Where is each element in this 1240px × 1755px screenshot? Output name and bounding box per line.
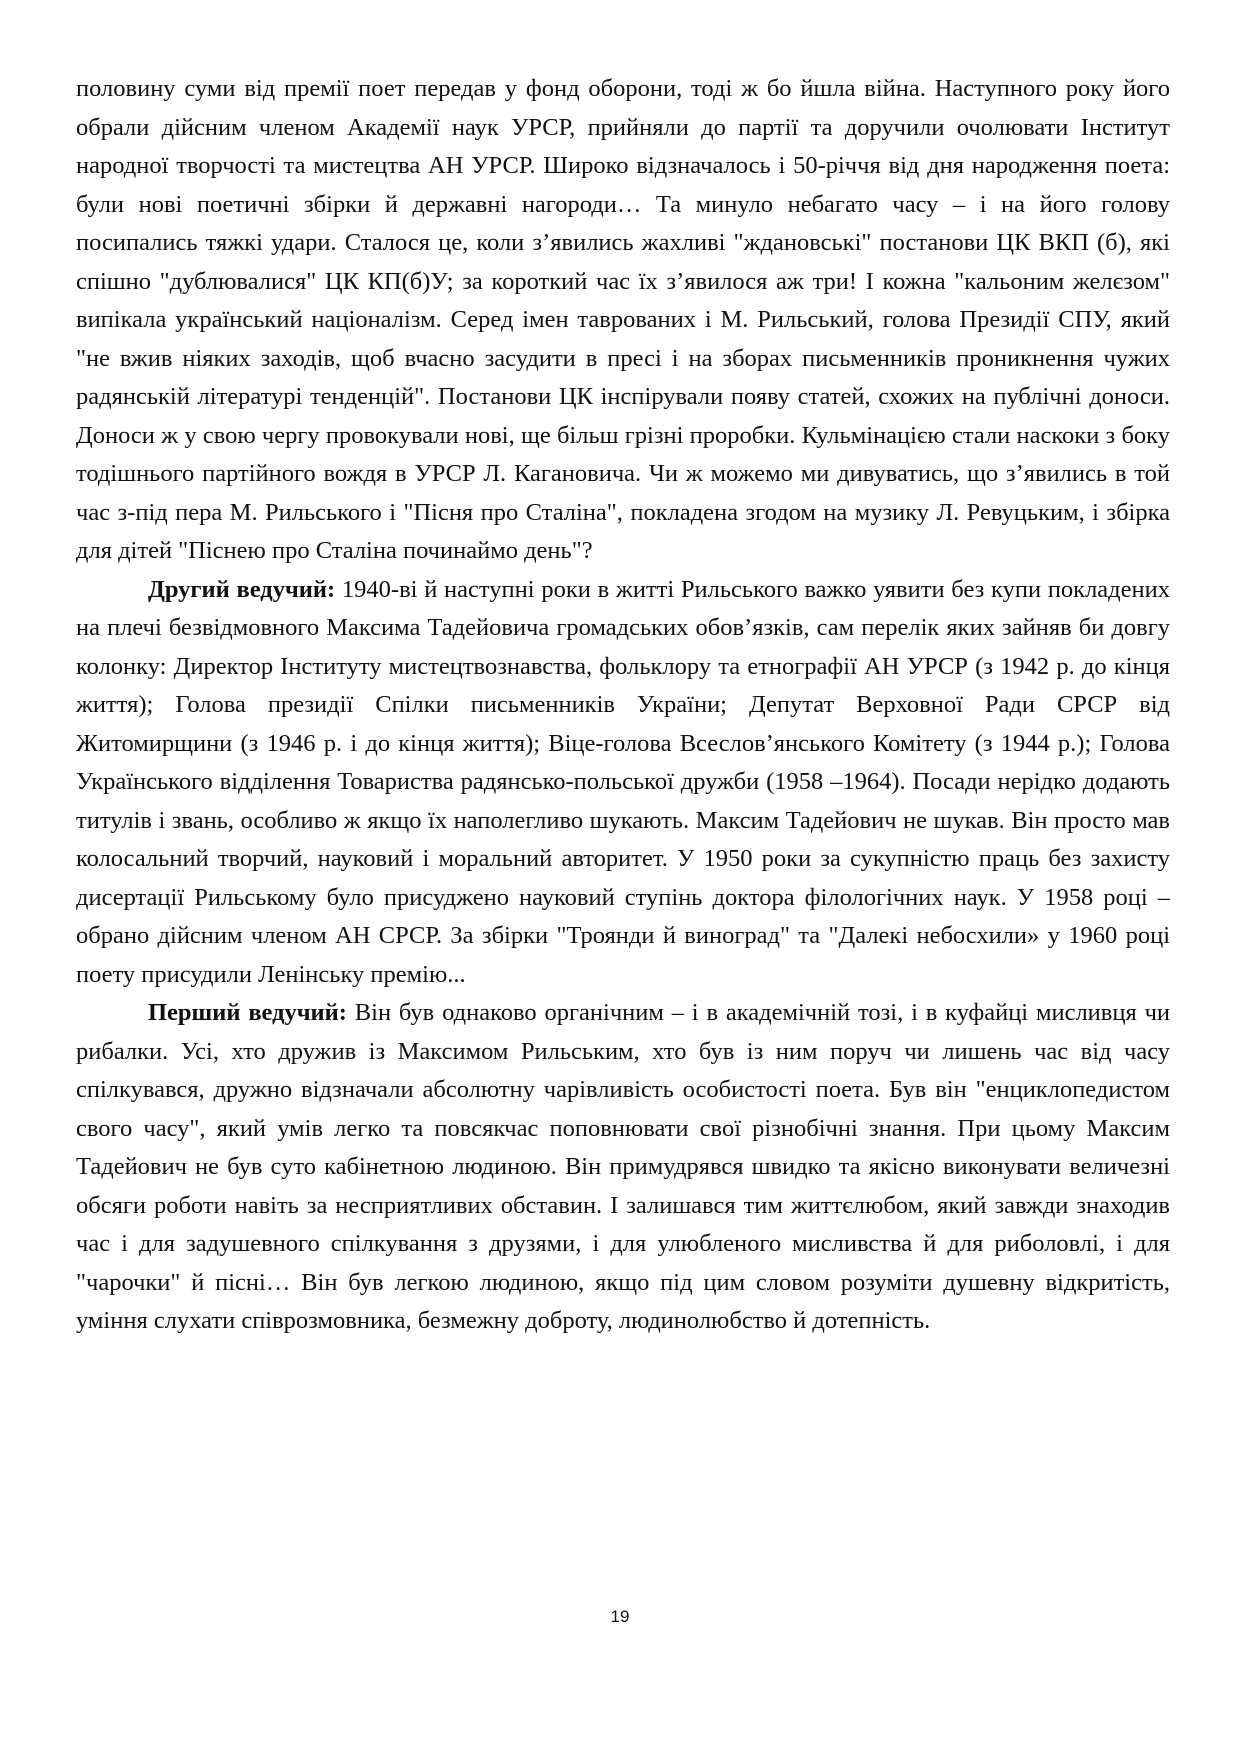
paragraph-second-host [76, 571, 1170, 995]
speaker-label: Другий ведучий: [148, 575, 336, 603]
document-page [76, 70, 1170, 1341]
paragraph-text: половину суми від премії поет передав у фонд оборони, тоді ж бо йшла війна. Наступного року його обрали дійсним членом Академії наук УРСР, прийняли до партії та доручили очолювати Інститут народної творчості та мистецтва АН УРСР. Широко відзначалось і 50-річчя від дня народження поета: були нові поетичні збірки й державні нагороди… Та минуло небагато часу – і на його голову посипались тяжкі удари. Сталося це, коли з’явились жахливі "ждановські" постанови ЦК ВКП (б), які спішно "дублювалися" ЦК КП(б)У; за короткий час їх з’явилося аж три! І кожна "кальоним желєзом" випікала український націоналізм. Серед імен таврованих і М. Рильський, голова Президії СПУ, який "не вжив ніяких заходів, щоб вчасно засудити в пресі і на зборах письменників проникнення чужих радянській літературі тенденцій". Постанови ЦК інспірували появу статей, схожих на публічні доноси. Доноси ж у свою чергу провокували нові, ще більш грізні проробки. Кульмінацією стали наскоки з боку тодішнього партійного вождя в УРСР Л. Кагановича. Чи ж можемо ми дивуватись, що з’явились в той час з-під пера М. Рильського і "Пісня про Сталіна", покладена згодом на музику Л. Ревуцьким, і збірка для дітей "Піснею про Сталіна починаймо день"? [76, 75, 1170, 564]
paragraph-first-host [76, 994, 1170, 1341]
page-number: 19 [610, 1607, 630, 1626]
paragraph-text: 1940-ві й наступні роки в житті Рильського важко уявити без купи покладених на плечі безвідмовного Максима Тадейовича громадських обов’язків, сам перелік яких зайняв би довгу колонку: Директор Інституту мистецтвознавства, фольклору та етнографії АН УРСР (з 1942 р. до кінця життя); Голова президії Спілки письменників України; Депутат Верховної Ради СРСР від Житомирщини (з 1946 р. і до кінця життя); Віце-голова Всеслов’янського Комітету (з 1944 р.); Голова Українського відділення Товариства радянсько-польської дружби (1958 –1964). Посади нерідко додають титулів і звань, особливо ж якщо їх наполегливо шукають. Максим Тадейович не шукав. Він просто мав колосальний творчий, науковий і моральний авторитет. У 1950 роки за сукупністю праць без захисту дисертації Рильському було присуджено науковий ступінь доктора філологічних наук. У 1958 році – обрано дійсним членом АН СРСР. За збірки "Троянди й виноград" та "Далекі небосхили» у 1960 році поету присудили Ленінську премію... [76, 575, 1170, 988]
paragraph-continuation [76, 70, 1170, 571]
paragraph-text: Він був однаково органічним – і в академічній тозі, і в куфайці мисливця чи рибалки. Усі, хто дружив із Максимом Рильським, хто був із ним поруч чи лишень час від часу спілкувався, дружно відзначали абсолютну чарівливість особистості поета. Був він "енциклопедистом свого часу", який умів легко та повсякчас поповнювати свої різнобічні знання. При цьому Максим Тадейович не був суто кабінетною людиною. Він примудрявся швидко та якісно виконувати величезні обсяги роботи навіть за несприятливих обставин. І залишався тим життєлюбом, який завжди знаходив час і для задушевного спілкування з друзями, і для улюбленого мисливства й для риболовлі, і для "чарочки" й пісні… Він був легкою людиною, якщо під цим словом розуміти душевну відкритість, уміння слухати співрозмовника, безмежну доброту, людинолюбство й дотепність. [76, 999, 1170, 1334]
speaker-label: Перший ведучий: [148, 999, 347, 1026]
